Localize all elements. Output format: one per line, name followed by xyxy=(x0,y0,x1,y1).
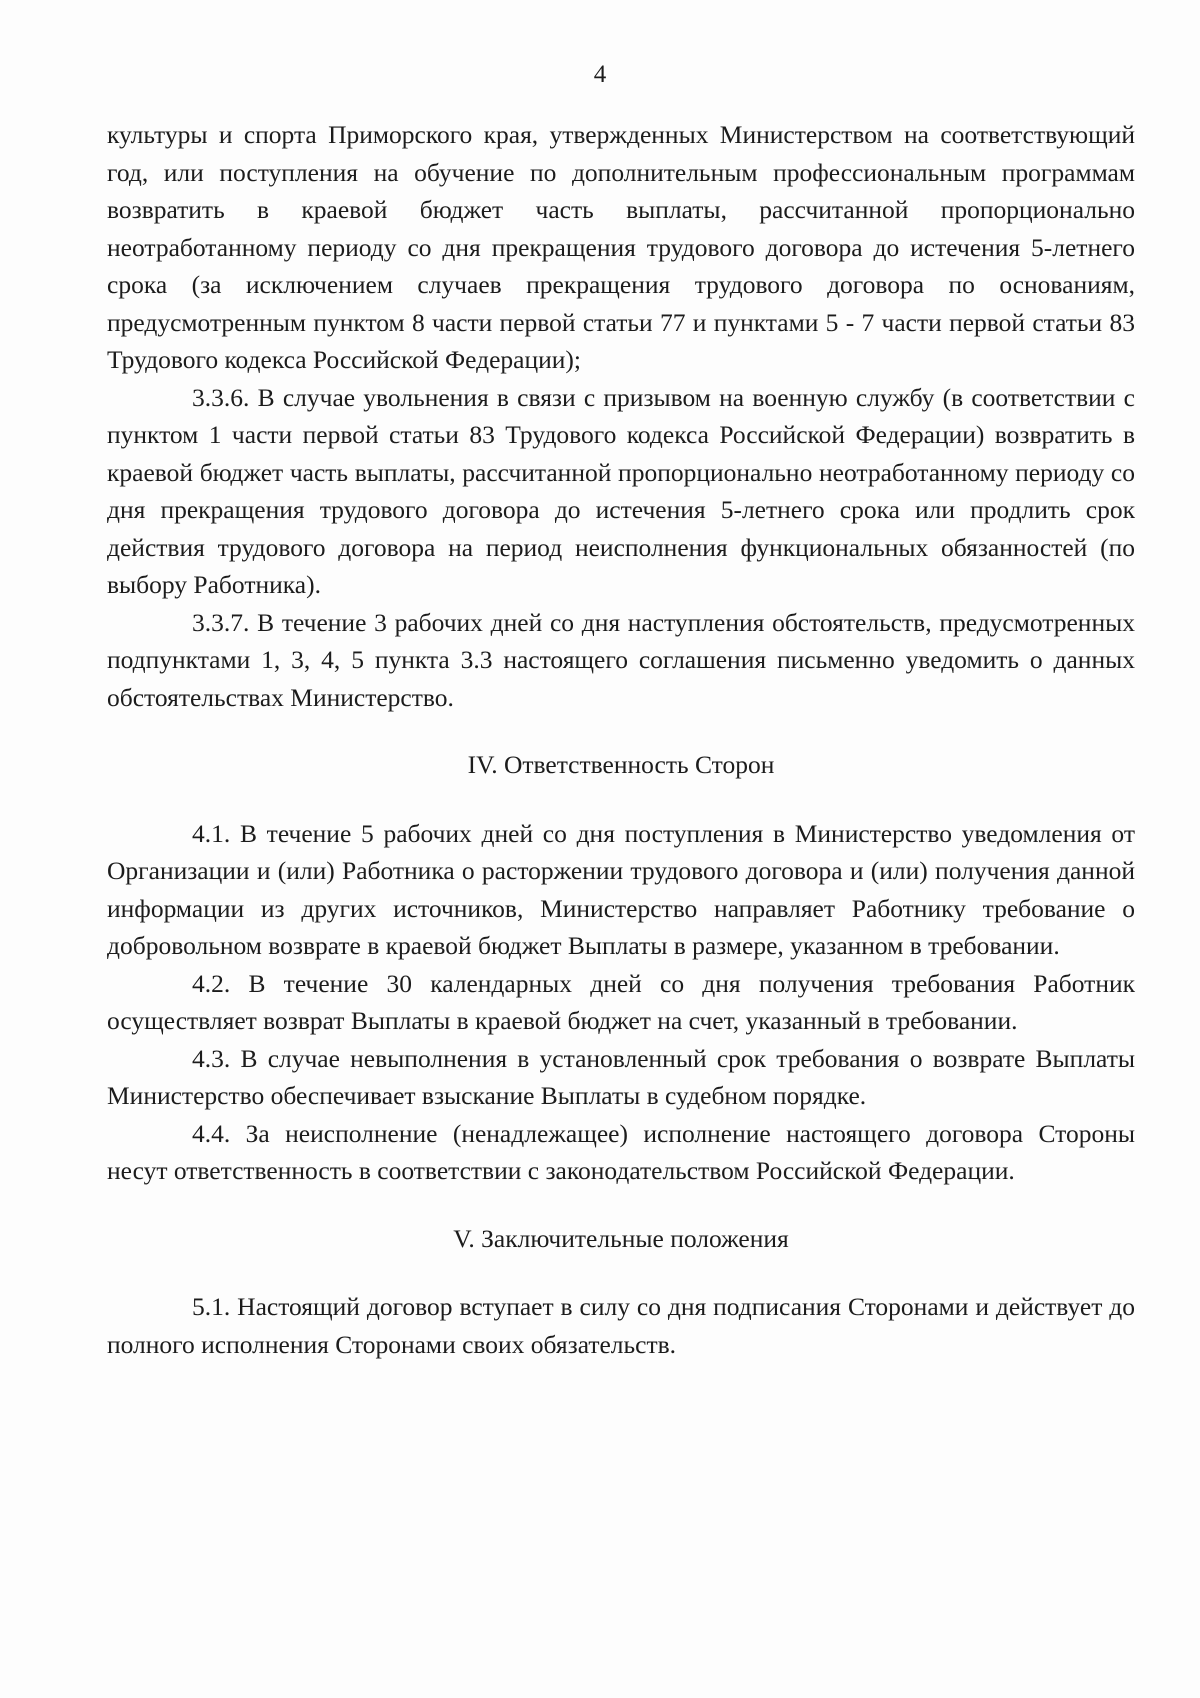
paragraph-3-3-6: 3.3.6. В случае увольнения в связи с призывом на военную службу (в соответствии с пунктом 1 части первой статьи 83 Трудового кодекса Российской Федерации) возвратить в краевой бюджет часть выплаты, рассчитанной пропорционально неотработанному периоду со дня прекращения трудового договора до истечения 5-летнего срока или продлить срок действия трудового договора на период неисполнения функциональных обязанностей (по выбору Работника). xyxy=(107,382,1135,599)
paragraph-4-1: 4.1. В течение 5 рабочих дней со дня поступления в Министерство уведомления от Организации и (или) Работника о расторжении трудового договора и (или) получения данной информации из других источников, Министерство направляет Работнику требование о добровольном возврате в краевой бюджет Выплаты в размере, указанном в требовании. xyxy=(107,818,1135,960)
document-body xyxy=(107,116,1135,1363)
section-heading-iv: IV. Ответственность Сторон xyxy=(467,750,775,779)
page-number: 4 xyxy=(593,61,607,88)
paragraph-4-3: 4.3. В случае невыполнения в установленный срок требования о возврате Выплаты Министерство обеспечивает взыскание Выплаты в судебном порядке. xyxy=(107,1043,1135,1110)
paragraph-5-1: 5.1. Настоящий договор вступает в силу со дня подписания Сторонами и действует до полного исполнения Сторонами своих обязательств. xyxy=(107,1292,1135,1359)
paragraph-4-2: 4.2. В течение 30 календарных дней со дня получения требования Работник осуществляет возврат Выплаты в краевой бюджет на счет, указанный в требовании. xyxy=(107,968,1135,1035)
paragraph-continued: культуры и спорта Приморского края, утвержденных Министерством на соответствующий год, или поступления на обучение по дополнительным профессиональным программам возвратить в краевой бюджет часть выплаты, рассчитанной пропорционально неотработанному периоду со дня прекращения трудового договора до истечения 5-летнего срока (за исключением случаев прекращения трудового договора по основаниям, предусмотренным пунктом 8 части первой статьи 77 и пунктами 5 - 7 части первой статьи 83 Трудового кодекса Российской Федерации); xyxy=(107,120,1135,374)
paragraph-4-4: 4.4. За неисполнение (ненадлежащее) исполнение настоящего договора Стороны несут ответственность в соответствии с законодательством Российской Федерации. xyxy=(107,1118,1135,1185)
paragraph-3-3-7: 3.3.7. В течение 3 рабочих дней со дня наступления обстоятельств, предусмотренных подпунктами 1, 3, 4, 5 пункта 3.3 настоящего соглашения письменно уведомить о данных обстоятельствах Министерство. xyxy=(107,607,1135,712)
section-heading-v: V. Заключительные положения xyxy=(453,1223,789,1253)
